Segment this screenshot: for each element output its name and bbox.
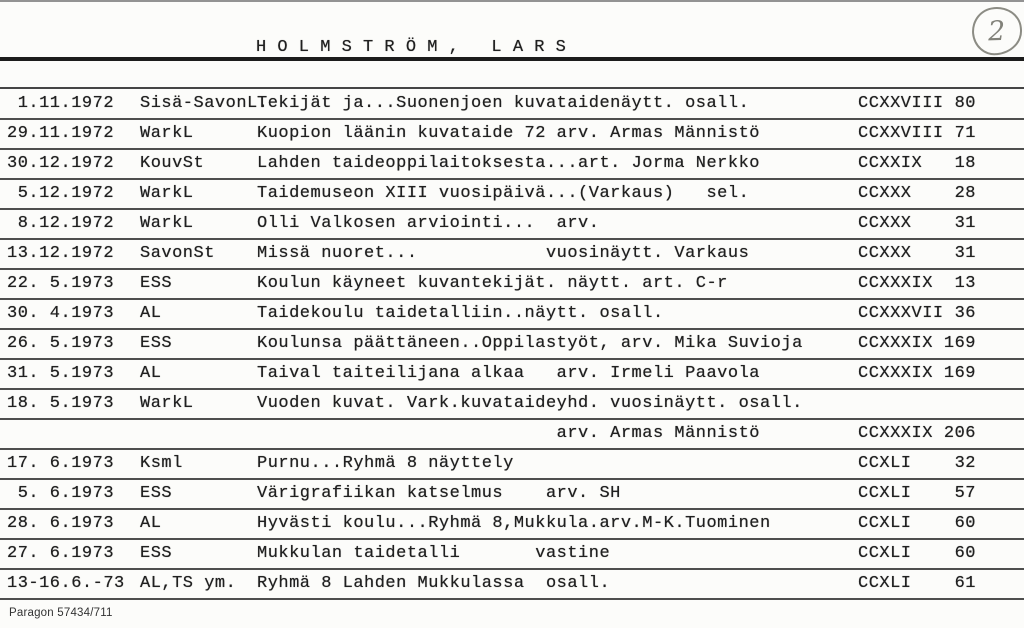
entry-page: 60 [954, 544, 976, 563]
entry-page: 61 [954, 574, 976, 593]
entry-page: 169 [943, 334, 976, 353]
entry-description: Lahden taideoppilaitoksesta...art. Jorma Nerkko [257, 154, 760, 173]
entry-page: 36 [954, 304, 976, 323]
entry-description: Taidemuseon XIII vuosipäivä...(Varkaus) sel. [257, 184, 750, 203]
entry-page: 31 [954, 214, 976, 233]
entry-date: 28. 6.1973 [7, 514, 115, 533]
entry-source: AL [140, 304, 162, 323]
table-row [0, 570, 1024, 600]
entry-description: Hyvästi koulu...Ryhmä 8,Mukkula.arv.M-K.Tuominen [257, 514, 771, 533]
entry-source: WarkL [140, 214, 194, 233]
entry-reference: CCXXVIII [858, 124, 944, 143]
entry-source: WarkL [140, 184, 194, 203]
entry-reference: CCXXX [858, 244, 912, 263]
table-row [0, 270, 1024, 300]
entry-reference: CCXXXIX [858, 364, 933, 383]
entry-date: 17. 6.1973 [7, 454, 115, 473]
table-top-rule [0, 87, 1024, 89]
entry-source: Sisä-SavonL. [140, 94, 269, 113]
entry-date: 13-16.6.-73 [7, 574, 125, 593]
entry-description: Koulun käyneet kuvantekijät. näytt. art. C-r [257, 274, 728, 293]
entry-reference: CCXXX [858, 184, 912, 203]
entry-date: 5.12.1972 [7, 184, 115, 203]
entry-date: 30. 4.1973 [7, 304, 115, 323]
entry-reference: CCXXXIX [858, 424, 933, 443]
entry-description: Koulunsa päättäneen..Oppilastyöt, arv. Mika Suvioja [257, 334, 803, 353]
entry-description: Tekijät ja...Suonenjoen kuvataidenäytt. osall. [257, 94, 750, 113]
entry-page: 60 [954, 514, 976, 533]
entry-description: Taival taiteilijana alkaa arv. Irmeli Paavola [257, 364, 760, 383]
entry-page: 169 [943, 364, 976, 383]
entry-source: AL [140, 514, 162, 533]
entry-page: 18 [954, 154, 976, 173]
entry-date: 29.11.1972 [7, 124, 115, 143]
entry-description: Purnu...Ryhmä 8 näyttely [257, 454, 514, 473]
entry-source: KouvSt [140, 154, 205, 173]
table-row [0, 300, 1024, 330]
table-row [0, 120, 1024, 150]
entry-source: ESS [140, 274, 173, 293]
entry-date: 26. 5.1973 [7, 334, 115, 353]
table-row [0, 510, 1024, 540]
entry-date: 13.12.1972 [7, 244, 115, 263]
entry-reference: CCXXIX [858, 154, 923, 173]
entry-source: AL,TS ym. [140, 574, 237, 593]
entry-description: Missä nuoret... vuosinäytt. Varkaus [257, 244, 750, 263]
table-row [0, 540, 1024, 570]
entry-reference: CCXLI [858, 514, 912, 533]
entry-description: Värigrafiikan katselmus arv. SH [257, 484, 621, 503]
table-row [0, 480, 1024, 510]
entry-page: 28 [954, 184, 976, 203]
entry-date: 27. 6.1973 [7, 544, 115, 563]
entry-date: 31. 5.1973 [7, 364, 115, 383]
entry-reference: CCXXVIII [858, 94, 944, 113]
table-row [0, 240, 1024, 270]
entry-source: ESS [140, 484, 173, 503]
entry-description: arv. Armas Männistö [257, 424, 760, 443]
entry-date: 1.11.1972 [7, 94, 115, 113]
entry-date: 30.12.1972 [7, 154, 115, 173]
scan-edge-line [0, 0, 1024, 2]
table-row [0, 210, 1024, 240]
entry-source: AL [140, 364, 162, 383]
entry-source: WarkL [140, 394, 194, 413]
table-row [0, 450, 1024, 480]
entry-date: 18. 5.1973 [7, 394, 115, 413]
table-row [0, 150, 1024, 180]
table-row [0, 180, 1024, 210]
card-imprint: Paragon 57434/711 [9, 607, 113, 619]
entry-reference: CCXXXVII [858, 304, 944, 323]
entry-description: Taidekoulu taidetalliin..näytt. osall. [257, 304, 664, 323]
entry-reference: CCXXX [858, 214, 912, 233]
table-row [0, 420, 1024, 450]
entry-page: 71 [954, 124, 976, 143]
header-rule [0, 57, 1024, 61]
page-number: 2 [987, 15, 1007, 47]
entry-description: Kuopion läänin kuvataide 72 arv. Armas Männistö [257, 124, 760, 143]
entry-date: 8.12.1972 [7, 214, 115, 233]
entry-source: ESS [140, 544, 173, 563]
page-number-circle [970, 5, 1024, 57]
entry-page: 57 [954, 484, 976, 503]
entry-date: 22. 5.1973 [7, 274, 115, 293]
entry-page: 13 [954, 274, 976, 293]
table-row [0, 90, 1024, 120]
entry-reference: CCXLI [858, 484, 912, 503]
entry-description: Ryhmä 8 Lahden Mukkulassa osall. [257, 574, 611, 593]
entry-source: WarkL [140, 124, 194, 143]
entry-reference: CCXXXIX [858, 274, 933, 293]
entry-page: 32 [954, 454, 976, 473]
table-row [0, 330, 1024, 360]
entry-date: 5. 6.1973 [7, 484, 115, 503]
entry-page: 206 [943, 424, 976, 443]
entries-table [0, 90, 1024, 600]
entry-description: Olli Valkosen arviointi... arv. [257, 214, 600, 233]
entry-page: 80 [954, 94, 976, 113]
entry-description: Mukkulan taidetalli vastine [257, 544, 611, 563]
entry-source: ESS [140, 334, 173, 353]
entry-reference: CCXLI [858, 454, 912, 473]
entry-description: Vuoden kuvat. Vark.kuvataideyhd. vuosinäytt. osall. [257, 394, 803, 413]
entry-page: 31 [954, 244, 976, 263]
table-row [0, 390, 1024, 420]
card-title: H O L M S T R Ö M , L A R S [256, 38, 567, 57]
entry-reference: CCXLI [858, 574, 912, 593]
entry-reference: CCXXXIX [858, 334, 933, 353]
entry-source: Ksml [140, 454, 183, 473]
table-row [0, 360, 1024, 390]
entry-reference: CCXLI [858, 544, 912, 563]
entry-source: SavonSt [140, 244, 215, 263]
